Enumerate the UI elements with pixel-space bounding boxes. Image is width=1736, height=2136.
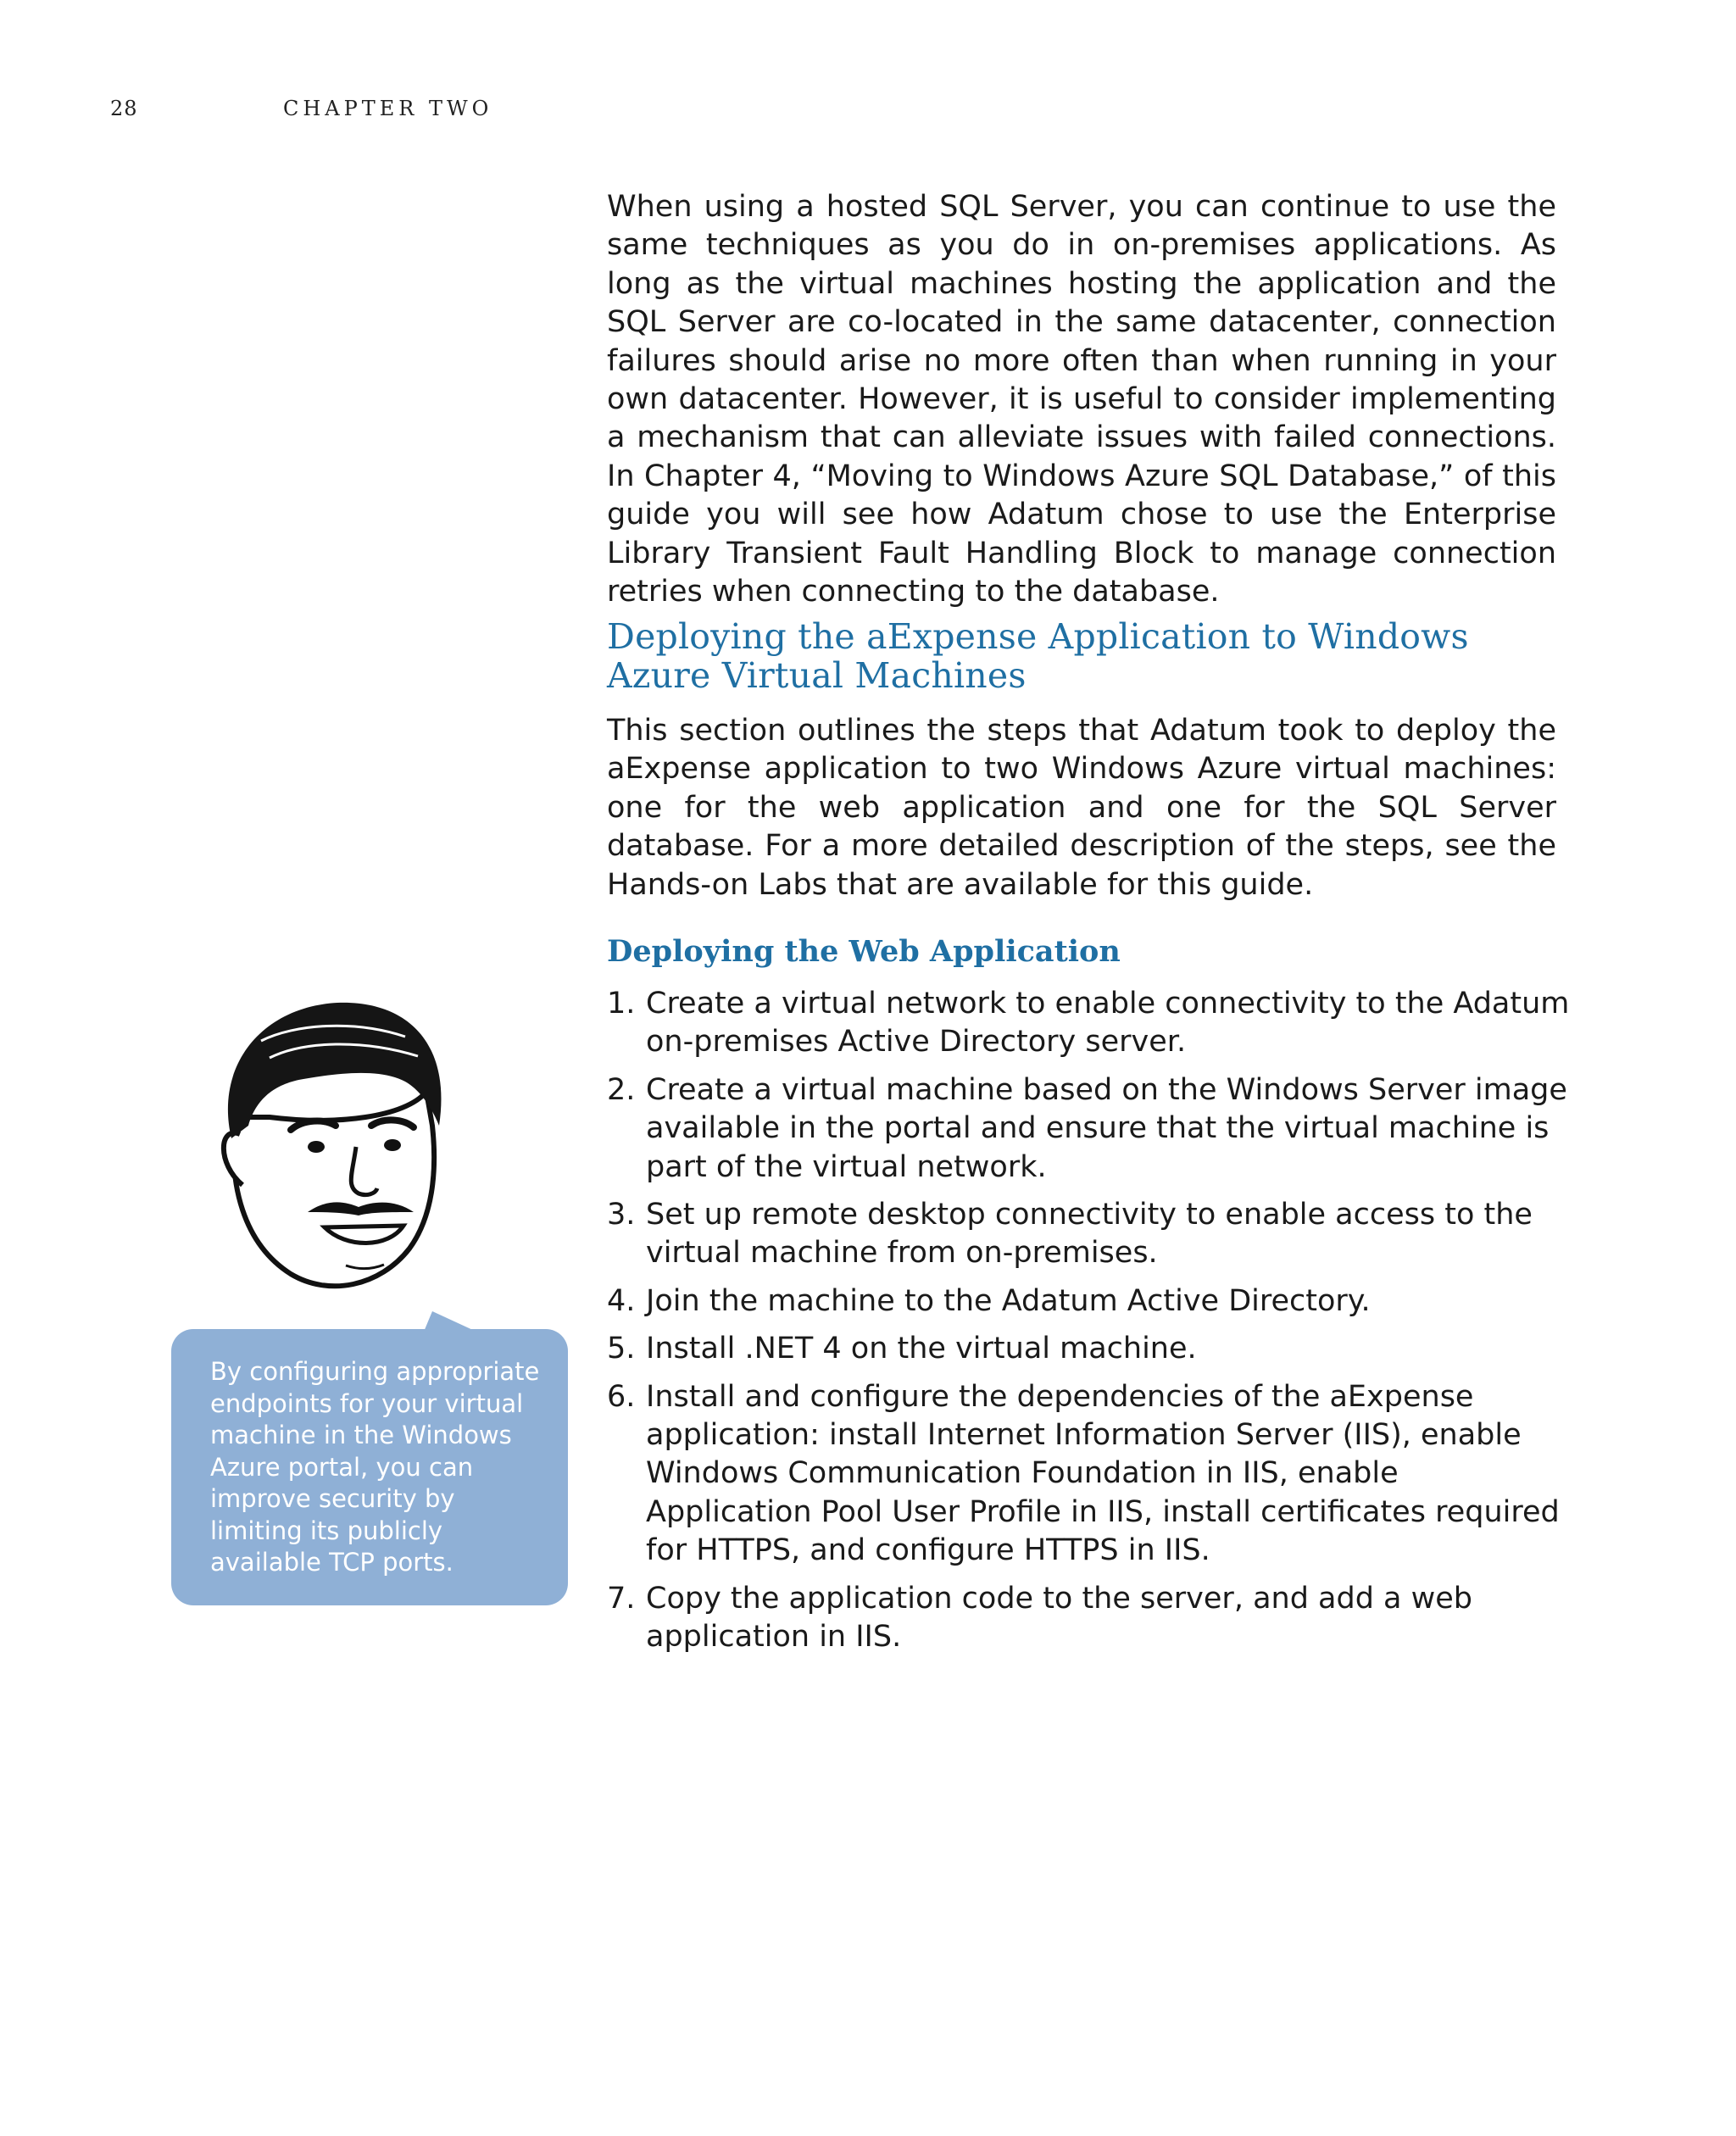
section-paragraph: This section outlines the steps that Adatum took to deploy the aExpense application to two Windows Azure virtual machines: one for the web application and one for the SQL Server database. For a more detailed description of the steps, see the Hands-on Labs that are available for this guide. xyxy=(607,714,1556,902)
man-illustration-icon xyxy=(210,990,456,1299)
step-number: 4. xyxy=(607,1283,636,1318)
tip-callout xyxy=(171,1329,568,1605)
list-item xyxy=(607,985,1570,1062)
step-number: 1. xyxy=(607,987,636,1021)
page-number: 28 xyxy=(110,97,138,120)
list-item xyxy=(607,1378,1570,1571)
step-text: Set up remote desktop connectivity to enable access to the virtual machine from on-premises. xyxy=(646,1198,1533,1271)
step-text: Join the machine to the Adatum Active Directory. xyxy=(646,1283,1371,1318)
step-number: 2. xyxy=(607,1072,636,1107)
list-item xyxy=(607,1071,1570,1187)
step-text: Create a virtual network to enable connectivity to the Adatum on-premises Active Directory server. xyxy=(646,987,1570,1060)
step-text: Create a virtual machine based on the Windows Server image available in the portal and ensure that the virtual machine is part of the virtual network. xyxy=(646,1072,1567,1184)
steps-list xyxy=(607,985,1570,1666)
step-text: Install and configure the dependencies of the aExpense application: install Internet Information Server (IIS), enable Windows Communication Foundation in IIS, enable Application Pool User Profile in IIS, install certificates required for HTTPS, and configure HTTPS in IIS. xyxy=(646,1379,1560,1568)
list-item xyxy=(607,1196,1570,1273)
step-text: Install .NET 4 on the virtual machine. xyxy=(646,1332,1197,1366)
callout-text: By configuring appropriate endpoints for your virtual machine in the Windows Azure portal, you can improve security by limiting its publicly available TCP ports. xyxy=(210,1357,540,1577)
list-item xyxy=(607,1580,1570,1657)
chapter-title: CHAPTER TWO xyxy=(283,97,493,120)
subsection-heading: Deploying the Web Application xyxy=(607,934,1121,969)
step-text: Copy the application code to the server, and add a web application in IIS. xyxy=(646,1581,1472,1655)
intro-paragraph: When using a hosted SQL Server, you can continue to use the same techniques as you do in on-premises applications. As long as the virtual machines hosting the application and the SQL Server are co-located in the same datacenter, connection failures should arise no more often than when running in your own datacenter. However, it is useful to consider implementing a mechanism that can alleviate issues with failed connections. In Chapter 4, “Moving to Windows Azure SQL Database,” of this guide you will see how Adatum chose to use the Enterprise Library Transient Fault Handling Block to manage connection retries when connecting to the database. xyxy=(607,190,1556,609)
step-number: 7. xyxy=(607,1581,636,1616)
step-number: 3. xyxy=(607,1198,636,1232)
section-heading: Deploying the aExpense Application to Windows Azure Virtual Machines xyxy=(607,616,1469,696)
list-item xyxy=(607,1282,1570,1321)
step-number: 5. xyxy=(607,1332,636,1366)
list-item xyxy=(607,1330,1570,1368)
step-number: 6. xyxy=(607,1379,636,1414)
